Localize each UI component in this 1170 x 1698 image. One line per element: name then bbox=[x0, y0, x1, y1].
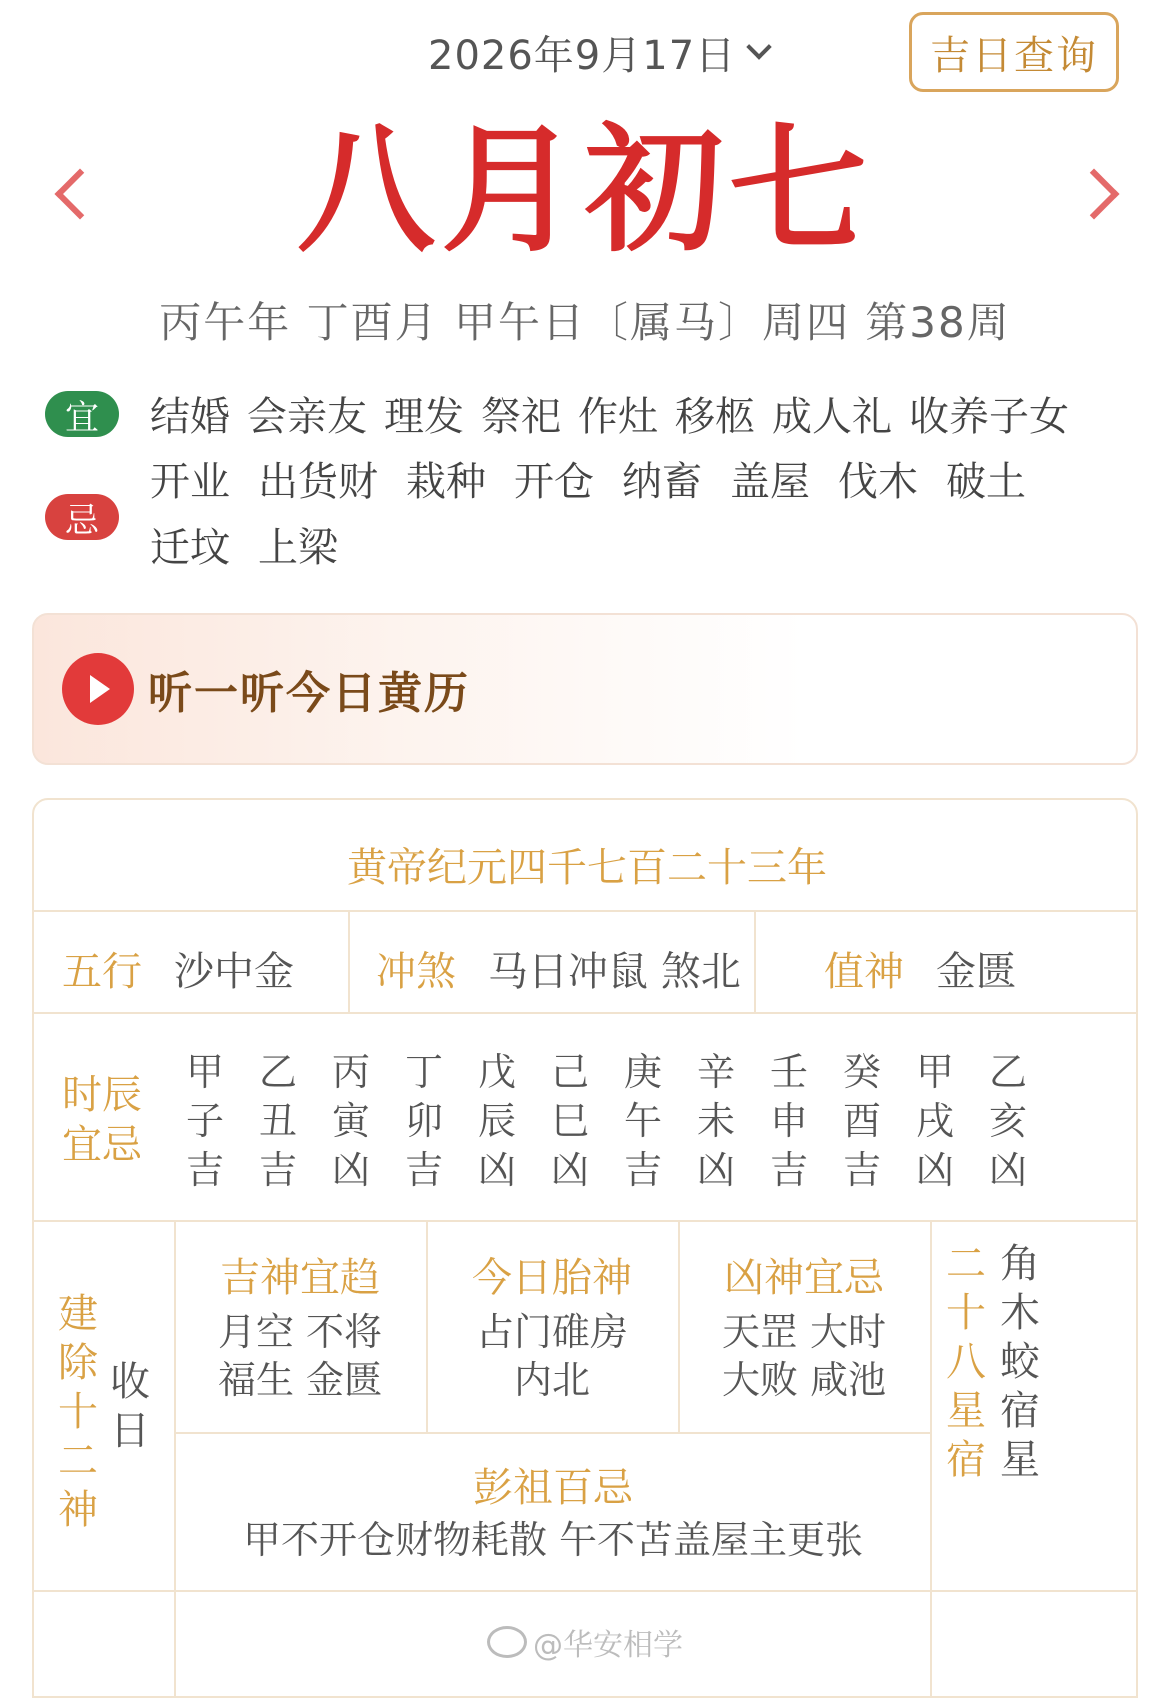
hour-column: 丙 寅 凶 bbox=[331, 1050, 370, 1192]
zhishen-cell bbox=[824, 940, 1016, 997]
ji-item: 开仓 bbox=[514, 459, 594, 505]
good-day-query-button[interactable]: 吉日查询 bbox=[909, 12, 1119, 92]
pengzu-value: 甲不开仓财物耗散 午不苫盖屋主更张 bbox=[242, 1518, 864, 1562]
yi-item: 会亲友 bbox=[247, 394, 367, 440]
wuxing-cell bbox=[62, 940, 294, 997]
hour-column: 甲 戌 凶 bbox=[915, 1050, 954, 1192]
hour-column: 乙 丑 吉 bbox=[258, 1050, 297, 1192]
ganzhi-info: 丙午年 丁酉月 甲午日〔属马〕周四 第38周 bbox=[159, 298, 1011, 347]
hour-column: 甲 子 吉 bbox=[185, 1050, 224, 1192]
yi-item: 作灶 bbox=[578, 394, 658, 440]
jianchu-label: 建除十二神 bbox=[58, 1291, 98, 1533]
ji-item: 伐木 bbox=[838, 459, 918, 505]
taishen-body: 占门碓房 内北 bbox=[475, 1310, 628, 1402]
chongsha-label: 冲煞 bbox=[376, 949, 456, 995]
ji-item: 盖屋 bbox=[730, 459, 810, 505]
yi-item: 结婚 bbox=[150, 394, 230, 440]
yi-item: 移柩 bbox=[675, 394, 755, 440]
era-title: 黄帝纪元四千七百二十三年 bbox=[347, 845, 827, 891]
almanac-table bbox=[32, 798, 1138, 1698]
listen-almanac-banner[interactable] bbox=[32, 613, 1138, 765]
watermark: @华安相学 bbox=[487, 1620, 683, 1664]
yi-item: 收养子女 bbox=[909, 394, 1069, 440]
ji-item: 纳畜 bbox=[622, 459, 702, 505]
hour-column: 己 巳 凶 bbox=[550, 1050, 589, 1192]
play-icon[interactable] bbox=[62, 653, 134, 725]
ji-item: 破土 bbox=[946, 459, 1026, 505]
yi-item: 理发 bbox=[384, 394, 464, 440]
ji-item: 出货财 bbox=[258, 459, 378, 505]
hour-column: 壬 申 吉 bbox=[769, 1050, 808, 1192]
listen-label: 听一听今日黄历 bbox=[148, 668, 470, 719]
taishen-title: 今日胎神 bbox=[472, 1255, 632, 1301]
xiongshen-body: 天罡 大时 大败 咸池 bbox=[721, 1310, 887, 1402]
yi-badge: 宜 bbox=[45, 391, 119, 437]
zhishen-label: 值神 bbox=[824, 949, 904, 995]
zhishen-value: 金匮 bbox=[936, 949, 1016, 995]
wuxing-value: 沙中金 bbox=[174, 949, 294, 995]
yi-item: 成人礼 bbox=[772, 394, 892, 440]
chongsha-cell bbox=[376, 940, 741, 997]
hour-column: 庚 午 吉 bbox=[623, 1050, 662, 1192]
hours-grid bbox=[180, 1048, 1080, 1198]
date-selector[interactable] bbox=[428, 22, 768, 82]
ji-item: 上梁 bbox=[258, 525, 338, 571]
lunar-date-title: 八月初七 bbox=[296, 108, 873, 271]
yi-list bbox=[150, 385, 1069, 442]
chongsha-value: 马日冲鼠 煞北 bbox=[488, 949, 741, 995]
ji-list bbox=[150, 455, 1130, 575]
xiu-label: 二十八星宿 bbox=[946, 1241, 986, 1483]
date-label: 2026年9月17日 bbox=[428, 32, 737, 79]
ji-item: 栽种 bbox=[406, 459, 486, 505]
yi-item: 祭祀 bbox=[481, 394, 561, 440]
weibo-icon bbox=[487, 1626, 527, 1658]
ji-item: 迁坟 bbox=[150, 525, 230, 571]
jishen-body: 月空 不将 福生 金匮 bbox=[217, 1310, 383, 1402]
hour-column: 癸 酉 吉 bbox=[842, 1050, 881, 1192]
ji-badge: 忌 bbox=[45, 494, 119, 540]
hour-column: 辛 未 凶 bbox=[696, 1050, 735, 1192]
hour-column: 戊 辰 凶 bbox=[477, 1050, 516, 1192]
hour-column: 乙 亥 凶 bbox=[988, 1050, 1027, 1192]
chevron-down-icon bbox=[746, 34, 771, 59]
wuxing-label: 五行 bbox=[62, 949, 142, 995]
jishen-title: 吉神宜趋 bbox=[220, 1255, 380, 1301]
hours-label: 时辰 宜忌 bbox=[62, 1072, 142, 1168]
xiongshen-title: 凶神宜忌 bbox=[724, 1255, 884, 1301]
jianchu-value: 收日 bbox=[110, 1359, 150, 1454]
ji-item: 开业 bbox=[150, 459, 230, 505]
hour-column: 丁 卯 吉 bbox=[404, 1050, 443, 1192]
pengzu-title: 彭祖百忌 bbox=[473, 1465, 633, 1511]
xiu-value: 角木蛟宿星 bbox=[1000, 1241, 1040, 1483]
